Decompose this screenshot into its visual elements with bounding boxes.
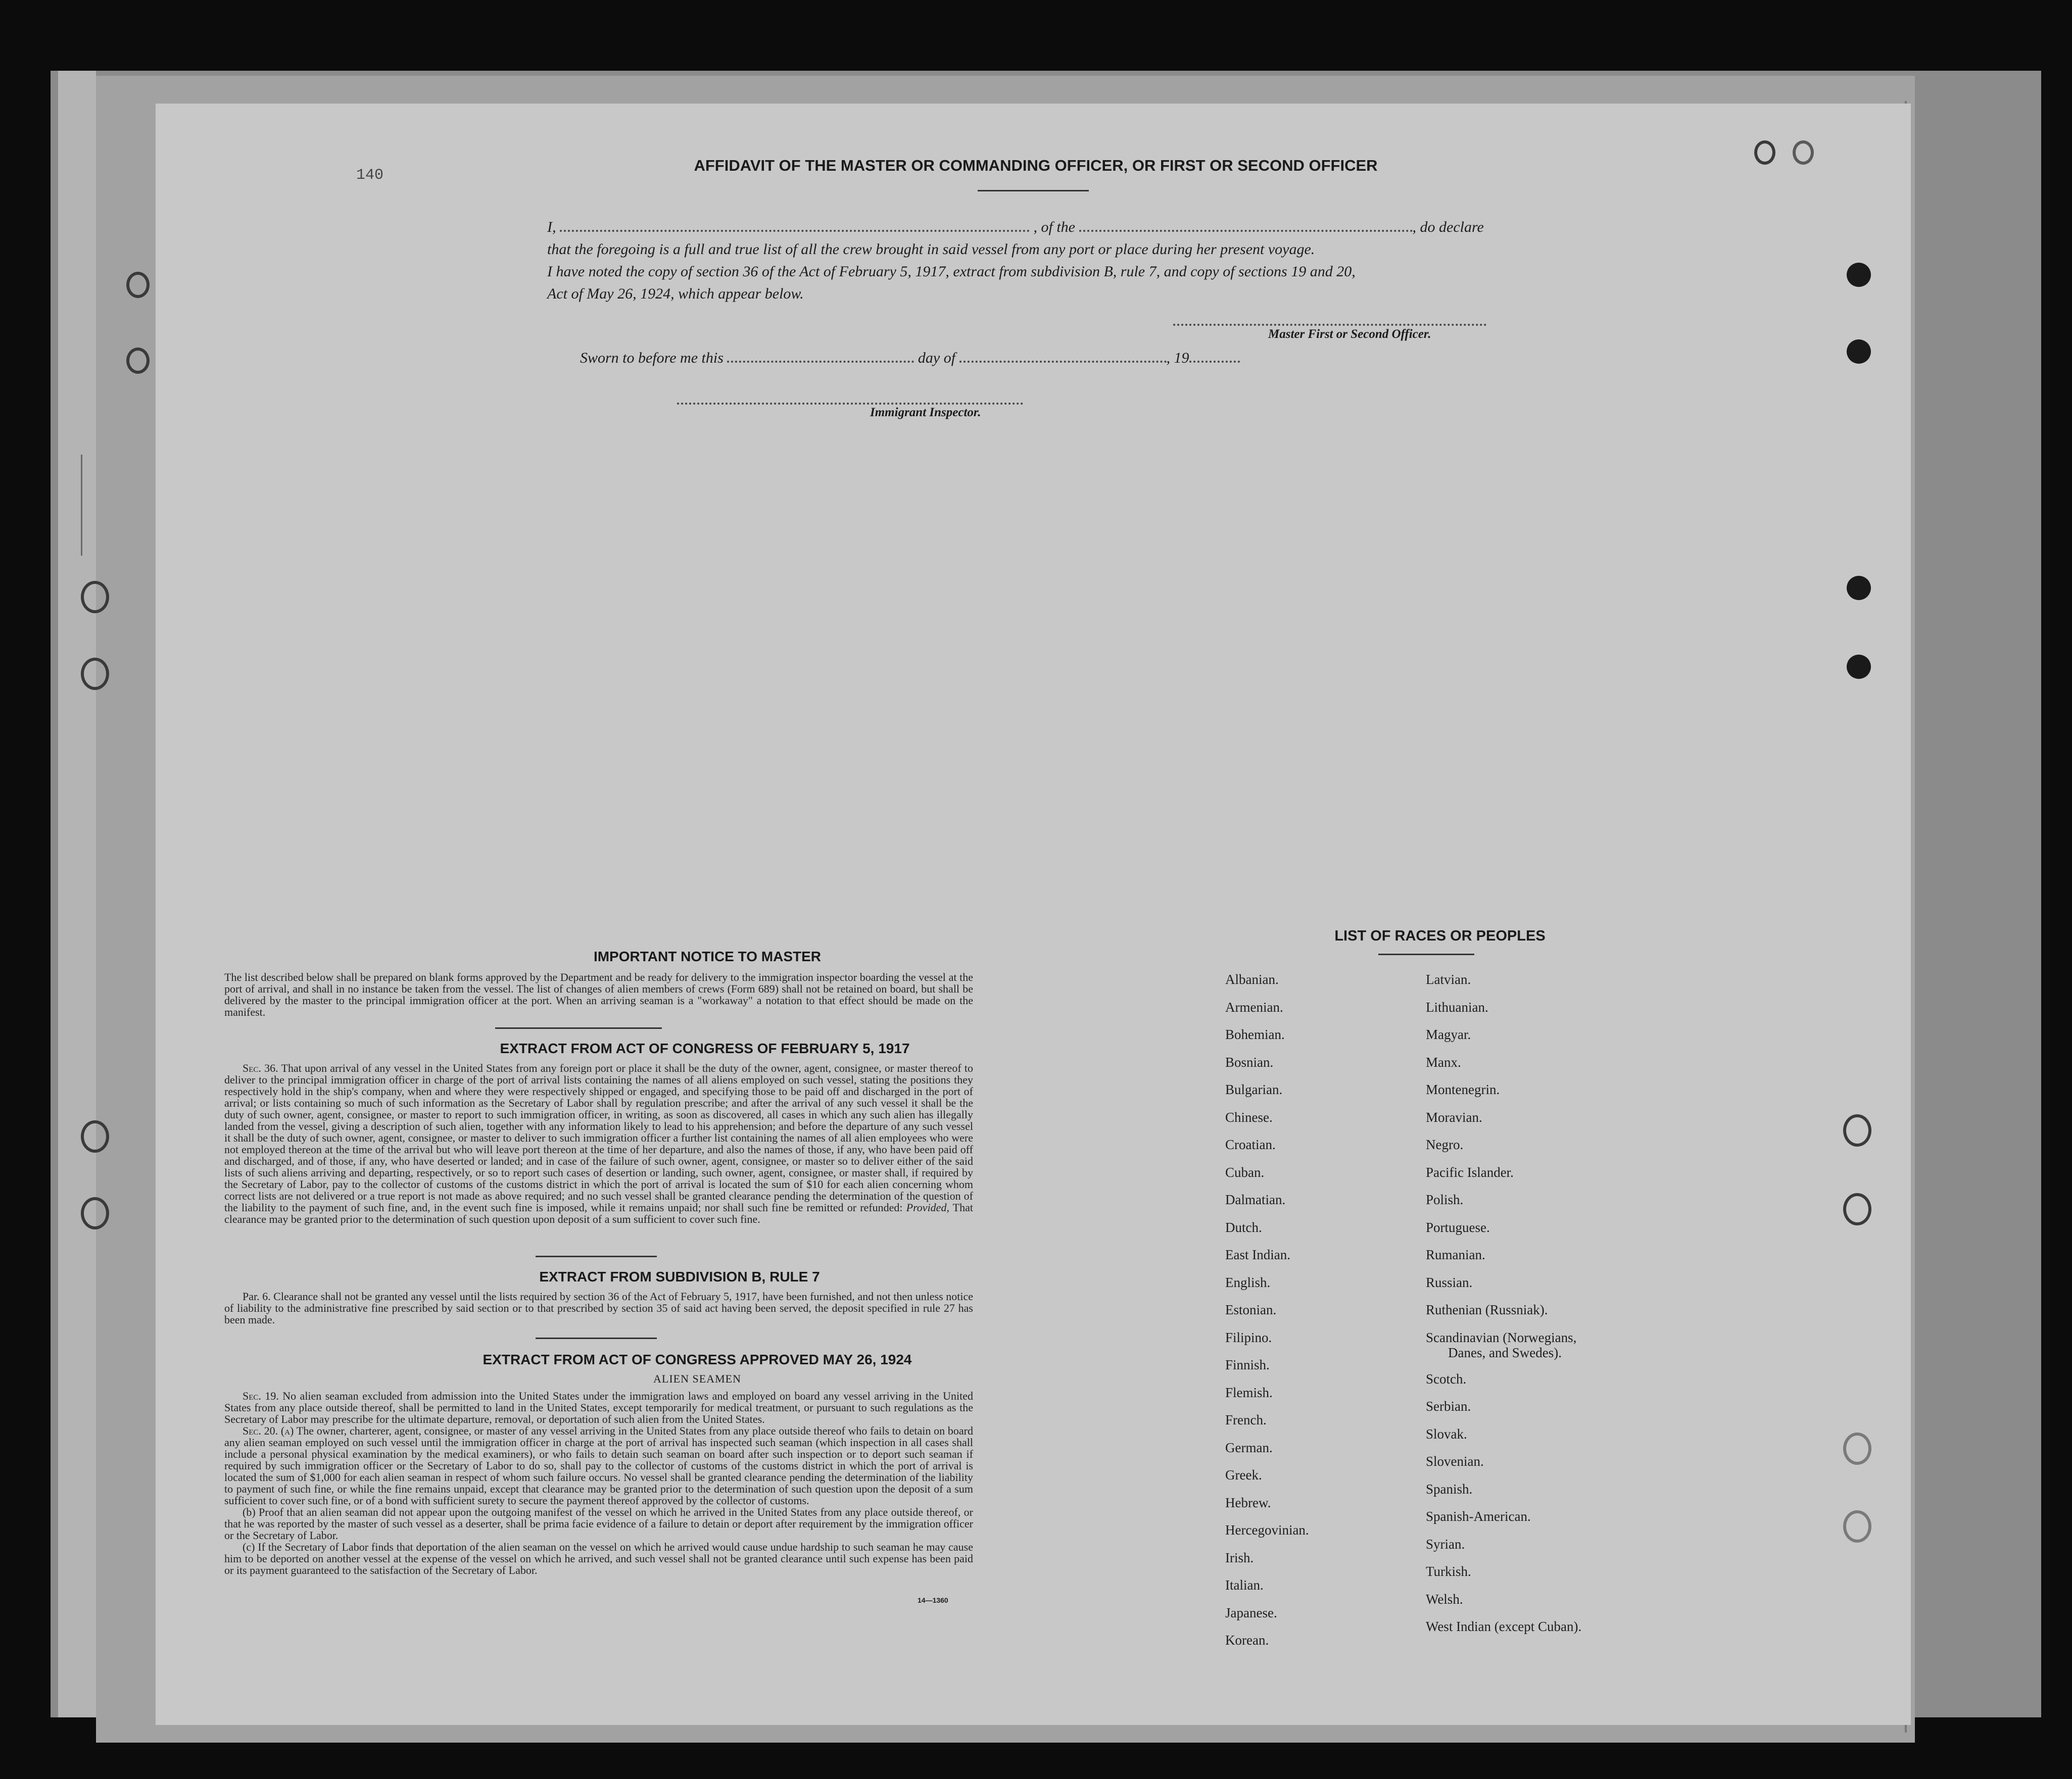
sec-20c-text: If the Secretary of Labor finds that deportation of the alien seaman on the vessel on which he arrived would cause undue hardship to such seaman he may cause him to be deported on another vessel at the expense of the vessel on which he arrived, and such vessel shall not be granted clearance until such expense has been paid or its payment guaranteed to the satisfaction of the Secretary of Labor. [224,1541,973,1576]
race-item [1225,1550,1309,1578]
race-item [1426,1302,1581,1330]
race-item [1426,1371,1581,1399]
punch-hole-ring [1793,140,1814,165]
race-label: Flemish. [1225,1385,1273,1400]
race-item [1225,1137,1309,1165]
race-label: Welsh. [1426,1591,1463,1607]
race-item [1225,1440,1309,1468]
punch-hole-ring [1843,1114,1871,1147]
sec-20-label: Sec. 20. (a) [243,1424,294,1437]
race-label: Negro. [1426,1137,1464,1152]
race-item [1225,1357,1309,1385]
affidavit-line: I have noted the copy of section 36 of the Act of February 5, 1917, extract from subdivision B, rule 7, and copy of sections 19 and 20, [547,263,1356,280]
race-item [1225,1495,1309,1523]
page-edge-line [81,455,82,556]
race-label: Hebrew. [1225,1495,1271,1510]
sec-19-label: Sec. 19. [243,1390,279,1402]
race-label: Scandinavian (Norwegians, [1426,1329,1577,1345]
race-label: Estonian. [1225,1302,1277,1317]
punch-hole [1847,263,1871,287]
race-item [1225,1522,1309,1550]
form-number: 14—1360 [918,1596,948,1604]
divider [536,1338,657,1339]
race-label: Irish. [1225,1550,1254,1565]
race-item [1426,1537,1581,1564]
race-label: Slovak. [1426,1426,1467,1442]
punch-hole [1847,339,1871,364]
sec-19-text: No alien seaman excluded from admission into the United States under the immigration laws and employed on board any vessel arriving in the United States from any place outside thereof, shall be permitted to land in the United States, except temporarily for medical treatment, or pursuant to such regulations as the Secretary of Labor may prescribe for the ultimate departure, removal, or deportation of such alien from the United States. [224,1390,974,1425]
sec-36-text-end: That clearance may be granted prior to the determination of such question upon deposit of a sum sufficient to cover such fine. [224,1201,973,1225]
notice-title: IMPORTANT NOTICE TO MASTER [593,949,822,964]
signature-line [1173,324,1486,326]
divider [978,190,1089,191]
race-item [1225,1192,1309,1220]
race-label: Latvian. [1426,972,1471,987]
sworn-label: Sworn to before me this [580,350,724,366]
notice-text: The list described below shall be prepared on blank forms approved by the Department and be ready for delivery to the immigration inspector boarding the vessel at the port of arrival, and shall in no instance be taken from the vessel. The list of changes of alien members of crews (Form 689) shall not be retained on board, but shall be delivered by the master to the principal immigration officer at the port. When an arriving seaman is a "workaway" a notation to that effect should be made on the manifest. [224,971,973,1018]
race-label: Bulgarian. [1225,1082,1283,1097]
punch-hole-ring [1843,1193,1871,1225]
race-item [1225,1110,1309,1138]
race-label: Cuban. [1225,1164,1265,1180]
race-label: Hercegovinian. [1225,1522,1309,1538]
race-item [1225,1467,1309,1495]
race-label: Bohemian. [1225,1027,1285,1042]
punch-hole-ring [1843,1510,1871,1543]
alien-seamen-subtitle: ALIEN SEAMEN [653,1372,741,1385]
race-item [1426,1275,1581,1303]
race-item [1426,1137,1581,1165]
punch-hole-ring [1843,1432,1871,1465]
punch-hole-ring [81,658,109,690]
month-blank [959,361,1167,363]
race-item [1225,1330,1309,1358]
extract-1924-body [224,1390,973,1576]
races-column-1 [1225,972,1309,1660]
affidavit-do-declare: , do declare [1412,219,1484,235]
race-item [1225,1385,1309,1413]
punch-hole-ring [126,348,150,374]
race-label: Polish. [1426,1192,1464,1207]
race-item [1426,1110,1581,1138]
year-blank [1189,361,1240,363]
sec-20a-text: The owner, charterer, agent, consignee, or master of any vessel arriving in the United States from any place outside thereof who fails to detain on board any alien seaman employed on such vessel until the immigration officer in charge at the port of arrival has inspected such seaman (which inspection in all cases shall include a personal physical examination by the medical examiners), or who fails to detain such seaman on board after such inspection or to deport such seaman if required by such immigration officer or the Secretary of Labor to do so, shall pay to the collector of customs of the customs district in which the port of arrival is located the sum of $1,000 for each alien seaman in respect of whom such failure occurs. No vessel shall be granted clearance pending the determination of the liability to payment of such fine, or while the fine remains unpaid, except that clearance may be granted prior to the determination of such question upon the deposit of a sum sufficient to cover such fine, or of a bond with sufficient surety to secure the payment thereof approved by the collector of customs. [224,1424,974,1507]
race-item [1426,1165,1581,1193]
race-label: Spanish. [1426,1481,1473,1497]
punch-hole [1847,576,1871,600]
race-label: Korean. [1225,1633,1269,1648]
race-item [1426,1619,1581,1647]
sec-20b-text: Proof that an alien seaman did not appear upon the outgoing manifest of the vessel on which he arrived in the United States from any place outside thereof, or that he was reported by the master of such vessel as a deserter, shall be prima facie evidence of a failure to detain or deport after requirement by the immigration officer or the Secretary of Labor. [224,1506,974,1542]
extract-1924-title: EXTRACT FROM ACT OF CONGRESS APPROVED MAY 26, 1924 [483,1352,912,1367]
race-item [1225,1605,1309,1633]
race-item [1426,1426,1581,1454]
affidavit-of-the: , of the [1033,219,1075,235]
race-label: Manx. [1426,1054,1461,1070]
sworn-line [580,350,1240,367]
vessel-blank [1079,230,1413,232]
race-label: East Indian. [1225,1247,1290,1262]
race-label: Chinese. [1225,1109,1273,1125]
margin-note: 140 [356,167,384,184]
inspector-signature-line [677,403,1023,405]
day-blank [727,361,914,363]
race-label: Turkish. [1426,1564,1471,1579]
race-item [1426,1481,1581,1509]
race-item [1426,1027,1581,1055]
affidavit-line: that the foregoing is a full and true list of all the crew brought in said vessel from any port or place during her present voyage. [547,241,1315,258]
race-item [1426,1592,1581,1619]
race-item [1426,1220,1581,1248]
race-label: Magyar. [1426,1027,1471,1042]
race-label: Lithuanian. [1426,999,1488,1015]
race-item [1225,1302,1309,1330]
punch-hole-ring [81,1197,109,1229]
races-title: LIST OF RACES OR PEOPLES [1334,928,1546,944]
race-item [1225,1220,1309,1248]
race-label: Spanish-American. [1426,1509,1531,1524]
race-item [1426,1399,1581,1426]
punch-hole-ring [81,1120,109,1153]
race-item [1426,1454,1581,1481]
year-prefix: , 19 [1166,350,1189,366]
rule-7-text: Par. 6. Clearance shall not be granted any vessel until the lists required by section 36 of the Act of February 5, 1917, have been furnished, and not then unless notice of liability to the administrative fine prescribed by said section or to that prescribed by section 35 of said act having been served, the deposit specified in rule 27 has been made. [224,1290,973,1326]
race-item [1426,1564,1581,1592]
divider [536,1256,657,1257]
race-label: Filipino. [1225,1329,1272,1345]
race-label: English. [1225,1274,1271,1290]
affidavit-line: Act of May 26, 1924, which appear below. [547,285,804,302]
punch-hole-ring [81,581,109,613]
sec-36-paragraph [224,1062,973,1225]
race-label: Ruthenian (Russniak). [1426,1302,1548,1317]
race-item [1426,1330,1581,1371]
race-label: Slovenian. [1426,1454,1484,1469]
race-item [1225,1165,1309,1193]
rule-7-title: EXTRACT FROM SUBDIVISION B, RULE 7 [539,1269,820,1284]
race-label: Moravian. [1426,1109,1482,1125]
race-label: Portuguese. [1426,1219,1490,1235]
race-label: French. [1225,1412,1267,1427]
divider [1378,954,1474,955]
races-column-2 [1426,972,1581,1647]
race-label: Dutch. [1225,1219,1262,1235]
race-label: Croatian. [1225,1137,1276,1152]
race-label: Dalmatian. [1225,1192,1286,1207]
race-item [1225,1275,1309,1303]
race-label: Italian. [1225,1577,1264,1593]
sec-20c-paragraph [224,1541,973,1576]
race-label: Pacific Islander. [1426,1164,1514,1180]
race-item [1426,1055,1581,1082]
punch-hole-ring [126,272,150,298]
divider [495,1027,662,1029]
race-item [1426,1192,1581,1220]
punch-hole-ring [1754,140,1775,165]
race-item [1225,1000,1309,1027]
race-label: Albanian. [1225,972,1279,987]
race-label: Serbian. [1426,1399,1471,1414]
inspector-caption: Immigrant Inspector. [870,406,981,419]
sec-20b-paragraph [224,1506,973,1541]
race-label-continuation: Danes, and Swedes). [1448,1345,1562,1360]
punch-hole [1847,655,1871,679]
race-item [1225,1633,1309,1660]
race-label: Russian. [1426,1274,1473,1290]
race-item [1426,972,1581,1000]
race-label: West Indian (except Cuban). [1426,1619,1582,1634]
race-label: Greek. [1225,1467,1262,1482]
race-label: Syrian. [1426,1536,1465,1552]
race-label: Japanese. [1225,1605,1277,1620]
sec-20c-label: (c) [243,1541,255,1553]
race-label: Scotch. [1426,1371,1467,1387]
race-label: Montenegrin. [1426,1082,1500,1097]
race-item [1225,1027,1309,1055]
affidavit-body [547,216,1507,305]
race-item [1426,1247,1581,1275]
race-item [1225,1412,1309,1440]
sec-20b-label: (b) [243,1506,256,1518]
sec-36-label: Sec. 36. [243,1062,278,1074]
race-label: Finnish. [1225,1357,1270,1372]
sec-19-paragraph [224,1390,973,1425]
affidavit-title: AFFIDAVIT OF THE MASTER OR COMMANDING OFFICER, OR FIRST OR SECOND OFFICER [694,157,1378,174]
signature-caption: Master First or Second Officer. [1268,327,1431,341]
race-item [1225,1577,1309,1605]
sec-36-text: That upon arrival of any vessel in the United States from any foreign port or place it shall be the duty of the owner, agent, consignee, or master thereof to deliver to the principal immigration officer in charge of the port of arrival lists containing the names of all aliens employed on such vessel, stating the positions they respectively hold in the ship's company, when and where they were respectively shipped or engaged, and specifying those to be paid off and discharged in the port of arrival; or lists containing so much of such information as the Secretary of Labor shall by regulation prescribe; and after the arrival of any such vessel it shall be the duty of such owner, agent, consignee, or master to report to such immigration officer, in writing, as soon as discovered, all cases in which any such alien has illegally landed from the vessel, giving a description of such alien, together with any information likely to lead to his apprehension; and before the departure of any such vessel it shall be the duty of such owner, agent, consignee, or master to deliver to such immigration officer a further list containing the names of all alien employees who were not employed thereon at the time of the arrival but who will leave port thereon at the time of her departure, and also the names of those, if any, who have been paid off and discharged, and of those, if any, who have deserted or landed; and in case of the failure of such owner, agent, consignee, or master so to deliver either of the said lists of such aliens arriving and departing, respectively, or so to report such cases of desertion or landing, such owner, agent, consignee, or master shall, if required by the Secretary of Labor, pay to the collector of customs of the customs district in which the port of arrival is located the sum of $10 for each alien concerning whom correct lists are not delivered or a true report is not made as above required; and no such vessel shall be granted clearance pending the determination of the question of the liability to the payment of such fine, and, in the event such fine is imposed, while it remains unpaid; nor shall such fine be remitted or refunded: [224,1062,973,1214]
race-label: Bosnian. [1225,1054,1274,1070]
sec-20a-paragraph [224,1425,973,1506]
provided-label: Provided, [906,1201,949,1214]
race-item [1426,1000,1581,1027]
page-edge-strip [58,71,96,1717]
extract-1917-title: EXTRACT FROM ACT OF CONGRESS OF FEBRUARY 5, 1917 [500,1041,910,1056]
race-item [1225,1247,1309,1275]
race-item [1225,1055,1309,1082]
day-of-label: day of [918,350,956,366]
race-label: Rumanian. [1426,1247,1485,1262]
race-item [1426,1509,1581,1537]
race-label: German. [1225,1440,1273,1455]
race-label: Armenian. [1225,999,1283,1015]
race-item [1225,972,1309,1000]
race-item [1225,1082,1309,1110]
name-blank [560,230,1030,232]
race-item [1426,1082,1581,1110]
affidavit-i: I, [547,219,556,235]
